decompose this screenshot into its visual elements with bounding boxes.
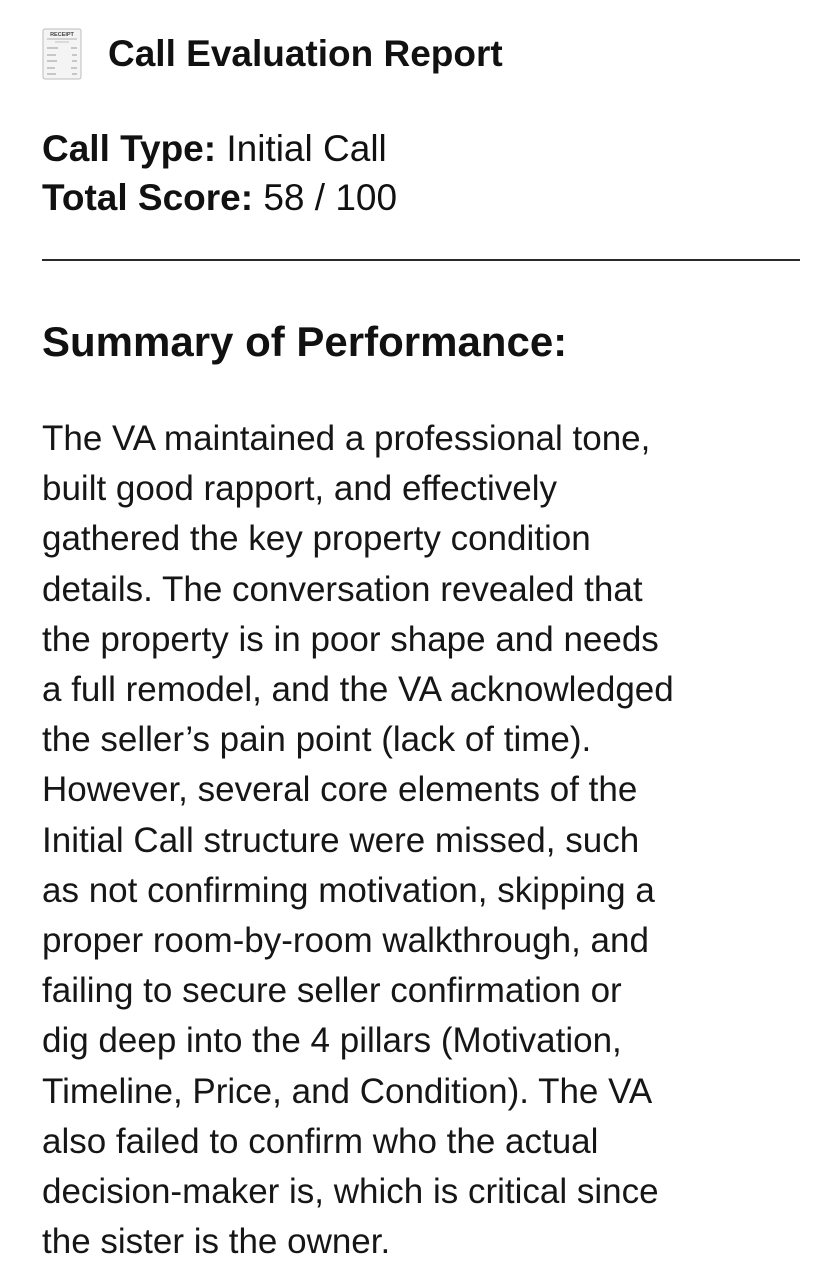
summary-line: Initial Call structure were missed, such <box>42 820 640 860</box>
summary-line: gathered the key property condition <box>42 519 591 559</box>
report-meta <box>42 124 397 222</box>
summary-line: Timeline, Price, and Condition). The VA <box>42 1071 653 1111</box>
summary-line: However, several core elements of the <box>42 770 638 810</box>
summary-line: The VA maintained a professional tone, <box>42 419 651 458</box>
receipt-icon-label: RECEIPT <box>50 32 74 38</box>
call-type-label: Call Type: <box>42 128 217 169</box>
call-type-row <box>42 124 397 173</box>
summary-line: decision-maker is, which is critical since <box>42 1172 659 1212</box>
report-header <box>42 28 503 80</box>
section-divider <box>42 259 800 261</box>
summary-line: dig deep into the 4 pillars (Motivation, <box>42 1021 622 1061</box>
summary-line: the sister is the owner. <box>42 1222 391 1262</box>
summary-line: details. The conversation revealed that <box>42 569 643 609</box>
summary-heading: Summary of Performance: <box>42 318 568 365</box>
receipt-icon <box>42 28 82 80</box>
summary-line: a full remodel, and the VA acknowledged <box>42 670 674 710</box>
report-title: Call Evaluation Report <box>108 33 503 74</box>
summary-line: the seller’s pain point (lack of time). <box>42 720 592 760</box>
call-type-value: Initial Call <box>226 128 387 169</box>
total-score-row <box>42 173 397 222</box>
total-score-value: 58 / 100 <box>263 177 398 218</box>
summary-line: also failed to confirm who the actual <box>42 1121 599 1161</box>
summary-line: as not confirming motivation, skipping a <box>42 870 655 910</box>
summary-paragraph <box>42 414 802 1267</box>
total-score-label: Total Score: <box>42 177 254 218</box>
summary-line: failing to secure seller confirmation or <box>42 971 622 1011</box>
summary-line: built good rapport, and effectively <box>42 469 557 509</box>
summary-line: proper room-by-room walkthrough, and <box>42 921 649 961</box>
summary-line: the property is in poor shape and needs <box>42 619 659 659</box>
